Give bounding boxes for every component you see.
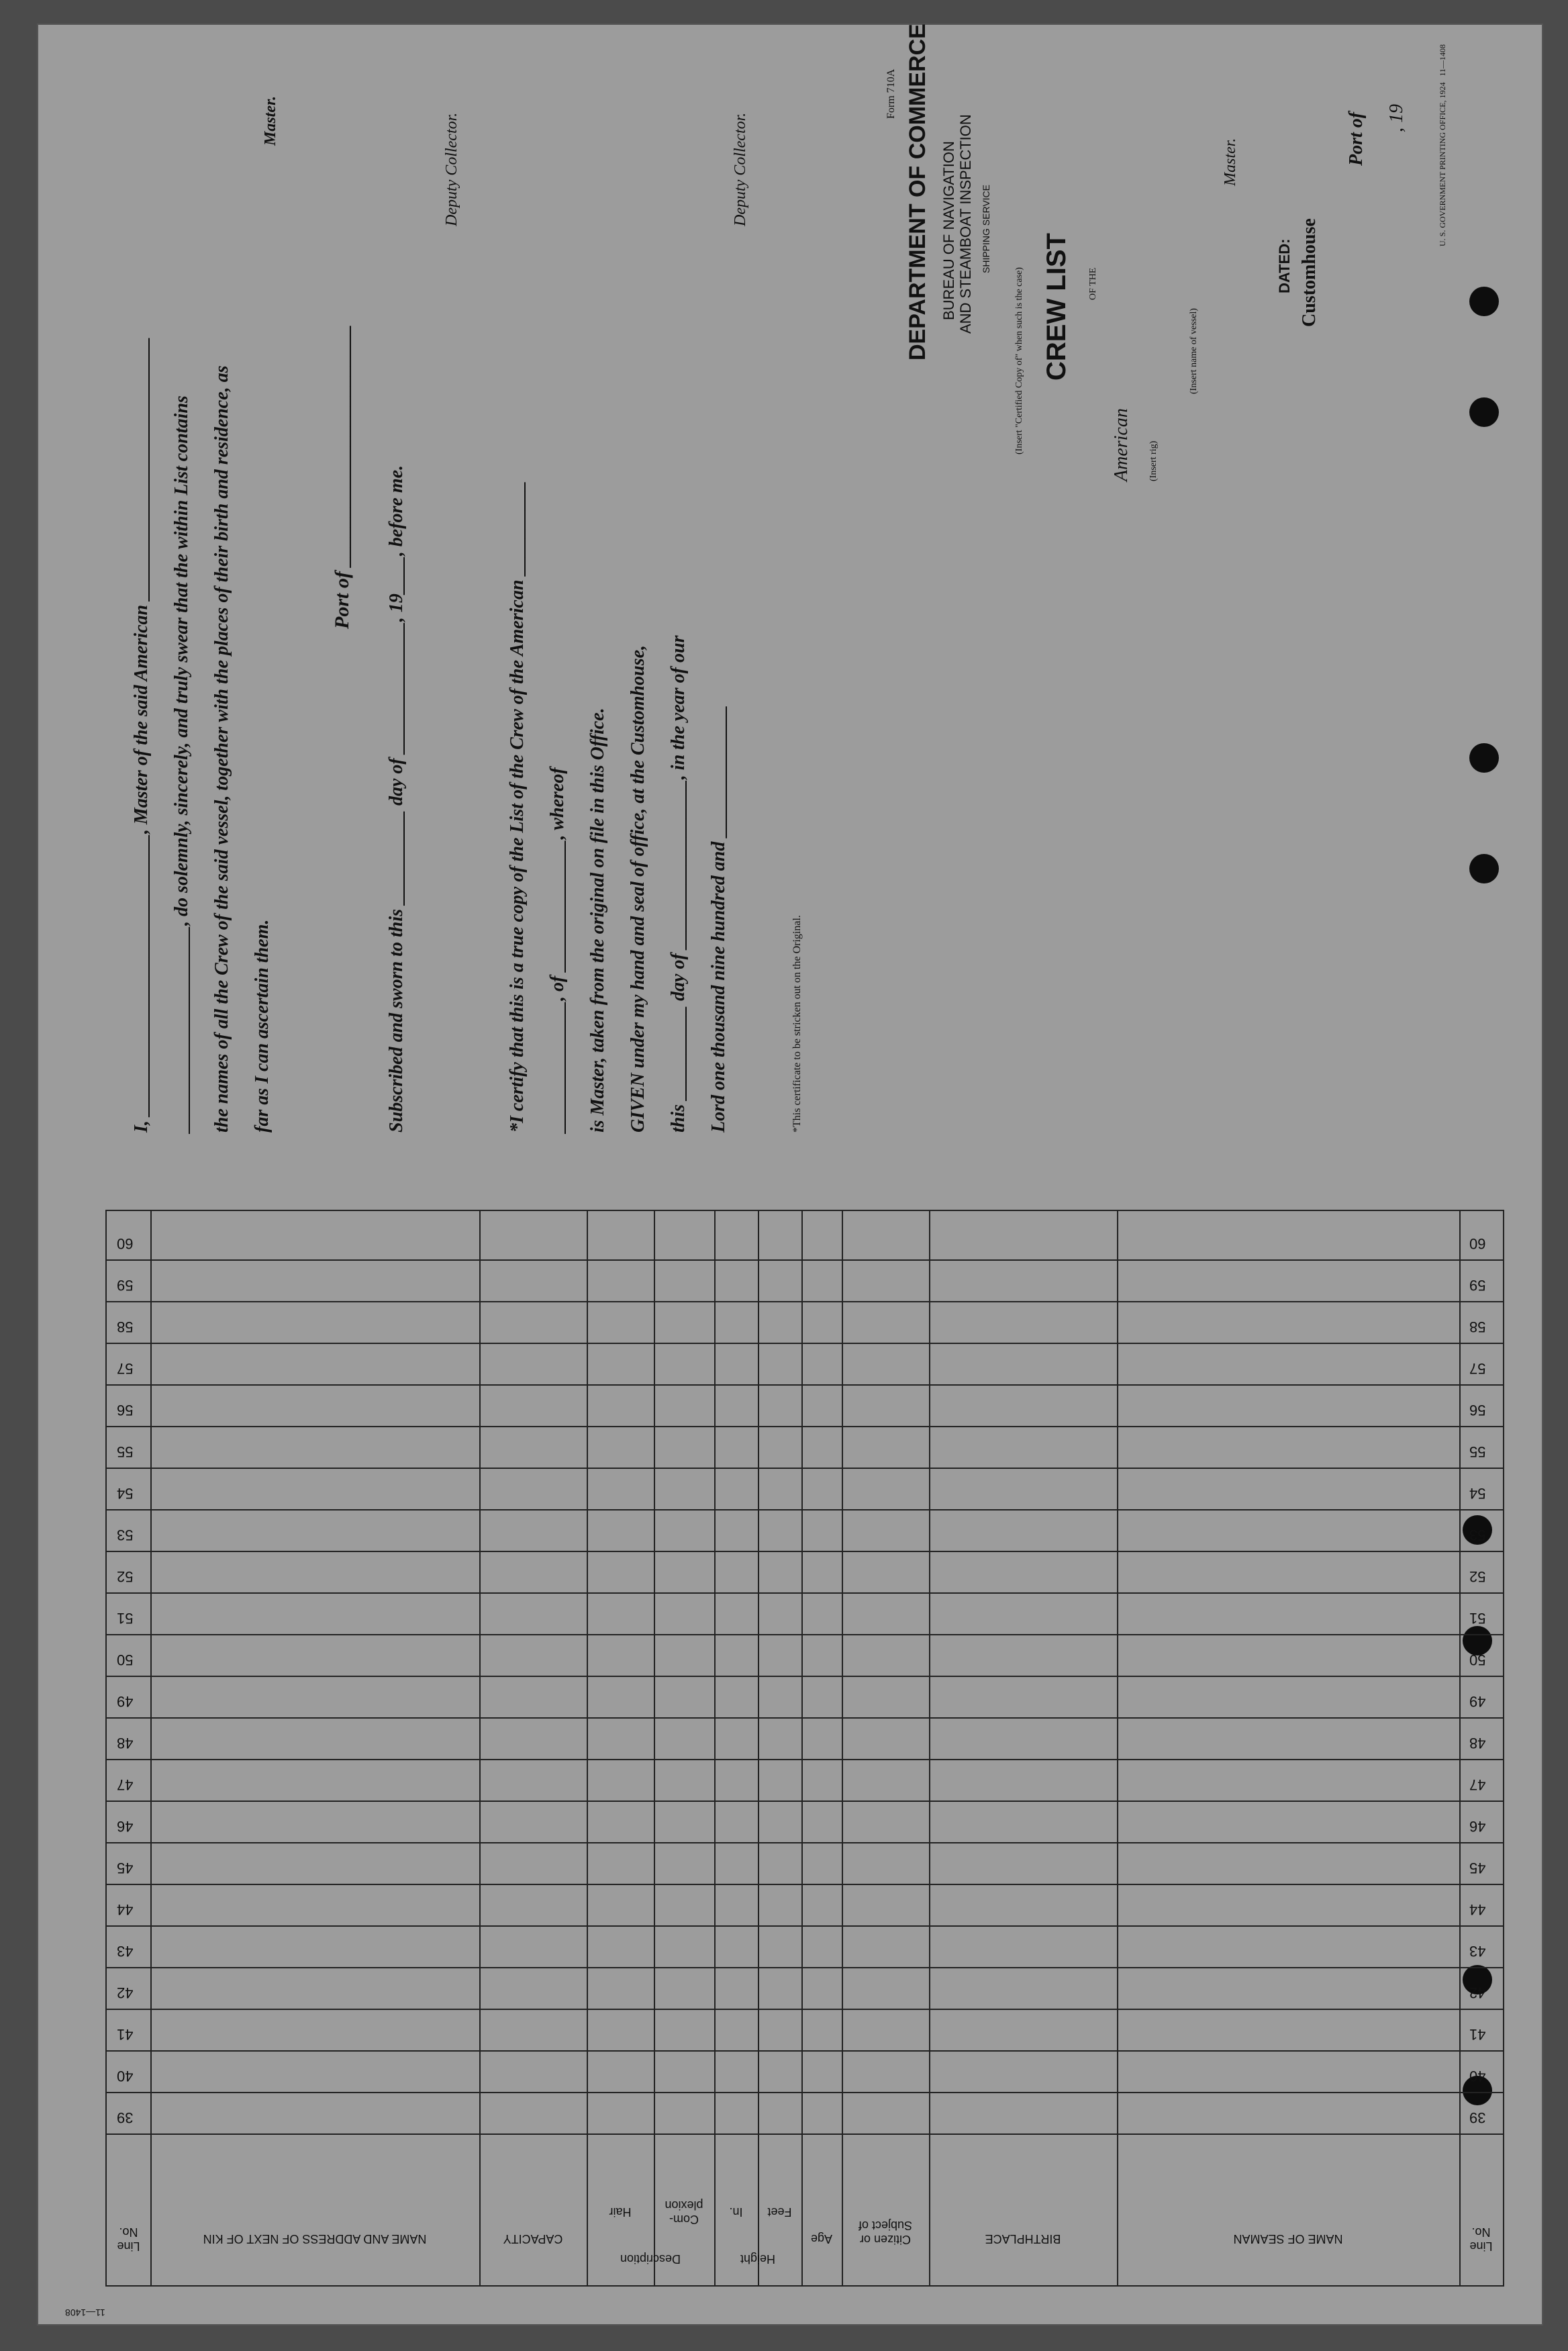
- row-number-left: 45: [117, 1860, 134, 1876]
- crew-list-title: CREW LIST: [1042, 233, 1071, 381]
- name-header: NAME OF SEAMAN: [1233, 2232, 1343, 2246]
- shipping-service: SHIPPING SERVICE: [981, 184, 991, 273]
- of-the-label: OF THE: [1088, 267, 1098, 300]
- subscribed-line: Subscribed and sworn to this __________ day of ______________, 19____, before me.: [386, 465, 407, 1133]
- oath-line-4: far as I can ascertain them.: [252, 919, 273, 1133]
- row-number-left: 44: [117, 1901, 134, 1918]
- row-number-right: 48: [1469, 1735, 1486, 1752]
- table-row-line: [107, 1592, 1503, 1594]
- row-number-left: 40: [117, 2068, 134, 2084]
- feet-header: Feet: [767, 2205, 792, 2219]
- row-number-left: 46: [117, 1818, 134, 1835]
- row-number-right: 46: [1469, 1818, 1486, 1835]
- gpo-line: U. S. GOVERNMENT PRINTING OFFICE, 1924 11—1408: [1438, 44, 1447, 246]
- row-number-right: 53: [1469, 1527, 1486, 1543]
- table-row-line: [107, 1426, 1503, 1427]
- row-number-left: 41: [117, 2026, 134, 2043]
- inches-header: In.: [729, 2205, 743, 2219]
- row-number-right: 49: [1469, 1693, 1486, 1710]
- certificate-area: [105, 23, 1488, 1153]
- row-number-left: 58: [117, 1318, 134, 1335]
- next-of-kin-header: NAME AND ADDRESS OF NEXT OF KIN: [203, 2232, 427, 2246]
- complexion-header: Com- plexion: [665, 2199, 703, 2226]
- table-row-line: [107, 1925, 1503, 1927]
- certify-line-2: is Master, taken from the original on file in this Office.: [587, 708, 608, 1133]
- form-number: Form 710A: [885, 68, 897, 119]
- row-number-left: 50: [117, 1651, 134, 1668]
- capacity-header: CAPACITY: [503, 2232, 563, 2246]
- punch-hole: [1469, 287, 1499, 316]
- punch-hole: [1469, 743, 1499, 773]
- row-number-right: 42: [1469, 1984, 1486, 2001]
- dated-label: DATED:: [1276, 238, 1293, 293]
- row-number-left: 48: [117, 1735, 134, 1752]
- table-row-line: [107, 1384, 1503, 1386]
- row-number-right: 50: [1469, 1651, 1486, 1668]
- oath-line-2: ______________________, do solemnly, sincerely, and truly swear that the within List contains: [171, 395, 192, 1133]
- row-number-left: 59: [117, 1277, 134, 1294]
- row-number-left: 56: [117, 1402, 134, 1419]
- row-number-right: 44: [1469, 1901, 1486, 1918]
- row-number-left: 42: [117, 1984, 134, 2001]
- certify-line-1: *I certify that this is a true copy of the List of the Crew of the American __________: [507, 481, 528, 1133]
- birthplace-header: BIRTHPLACE: [985, 2232, 1061, 2246]
- row-number-right: 58: [1469, 1318, 1486, 1335]
- row-number-left: 47: [117, 1776, 134, 1793]
- table-row-line: [107, 1551, 1503, 1552]
- customhouse-label: Customhouse: [1299, 218, 1320, 327]
- row-number-left: 53: [117, 1527, 134, 1543]
- line-no-header-right: Line No.: [1469, 2225, 1493, 2253]
- bureau-line-1: BUREAU OF NAVIGATION: [940, 141, 957, 320]
- certify-of-line: ______________, of ______________, whereof: [547, 767, 568, 1133]
- row-number-right: 55: [1469, 1443, 1486, 1460]
- row-number-right: 52: [1469, 1568, 1486, 1585]
- table-row-line: [107, 1801, 1503, 1802]
- table-row-line: [107, 1259, 1503, 1261]
- master-cover-label: Master.: [1222, 138, 1239, 186]
- table-row-line: [107, 2050, 1503, 2052]
- line-no-header-left: Line No.: [117, 2225, 140, 2253]
- insert-name-note: (Insert name of vessel): [1189, 308, 1199, 394]
- row-number-right: 39: [1469, 2109, 1486, 2126]
- row-number-right: 57: [1469, 1360, 1486, 1377]
- deputy-collector-label-2: Deputy Collector.: [732, 112, 749, 226]
- print-code-bottom: 11—1408: [65, 2307, 105, 2318]
- insert-certified-note: (Insert "Certified Copy of" when such is the case): [1014, 267, 1024, 454]
- crew-table: [105, 1210, 1504, 2287]
- row-number-right: 60: [1469, 1235, 1486, 1252]
- master-signature-label: Master.: [262, 95, 279, 146]
- certificate-footnote: *This certificate to be stricken out on the Original.: [791, 915, 803, 1133]
- certify-this-line: this __________ day of __________________, in the year of our: [668, 635, 689, 1133]
- punch-hole: [1469, 397, 1499, 427]
- row-number-right: 45: [1469, 1860, 1486, 1876]
- oath-line-1: I, ______________________________, Master of the said American ____________________________: [131, 336, 152, 1133]
- port-of-cover-label: Port of: [1346, 111, 1367, 166]
- oath-line-3: the names of all the Crew of the said vessel, together with the places of their birth and residence, as: [211, 365, 232, 1133]
- row-number-left: 43: [117, 1943, 134, 1960]
- row-number-left: 52: [117, 1568, 134, 1585]
- table-row-line: [107, 2009, 1503, 2010]
- deputy-collector-label-1: Deputy Collector.: [443, 112, 460, 226]
- table-row-line: [107, 1842, 1503, 1843]
- table-row-line: [107, 2133, 1503, 2135]
- row-number-right: 47: [1469, 1776, 1486, 1793]
- table-row-line: [107, 1884, 1503, 1885]
- row-number-left: 49: [117, 1693, 134, 1710]
- row-number-left: 39: [117, 2109, 134, 2126]
- row-number-right: 59: [1469, 1277, 1486, 1294]
- table-row-line: [107, 2092, 1503, 2093]
- table-row-line: [107, 1468, 1503, 1469]
- table-row-line: [107, 1634, 1503, 1635]
- row-number-right: 41: [1469, 2026, 1486, 2043]
- american-label: American: [1111, 408, 1132, 481]
- table-row-line: [107, 1759, 1503, 1760]
- row-number-left: 54: [117, 1485, 134, 1502]
- row-number-right: 56: [1469, 1402, 1486, 1419]
- hair-header: Hair: [609, 2205, 632, 2219]
- port-of-label: Port of ________________________: [331, 324, 353, 629]
- row-number-right: 54: [1469, 1485, 1486, 1502]
- description-header: Description: [620, 2252, 681, 2266]
- row-number-left: 57: [117, 1360, 134, 1377]
- punch-hole: [1469, 854, 1499, 883]
- age-header: Age: [810, 2232, 833, 2246]
- row-number-left: 51: [117, 1610, 134, 1627]
- table-row-line: [107, 1343, 1503, 1344]
- document-sheet: [37, 23, 1543, 2325]
- table-row-line: [107, 1676, 1503, 1677]
- bureau-line-2: AND STEAMBOAT INSPECTION: [957, 114, 974, 334]
- row-number-right: 40: [1469, 2068, 1486, 2084]
- height-header: Height: [740, 2252, 776, 2266]
- row-number-left: 60: [117, 1235, 134, 1252]
- table-row-line: [107, 1717, 1503, 1719]
- insert-rig-note: (Insert rig): [1148, 440, 1159, 481]
- row-number-left: 55: [117, 1443, 134, 1460]
- table-row-line: [107, 1967, 1503, 1968]
- certify-line-4: Lord one thousand nine hundred and ______________: [708, 705, 729, 1133]
- citizen-header: Citizen or Subject of: [858, 2219, 913, 2246]
- year-cover-label: , 19: [1386, 104, 1407, 132]
- certify-line-3: GIVEN under my hand and seal of office, at the Customhouse,: [628, 644, 648, 1133]
- table-row-line: [107, 1301, 1503, 1302]
- department-name: DEPARTMENT OF COMMERCE: [905, 23, 930, 361]
- row-number-right: 51: [1469, 1610, 1486, 1627]
- row-number-right: 43: [1469, 1943, 1486, 1960]
- table-row-line: [107, 1509, 1503, 1510]
